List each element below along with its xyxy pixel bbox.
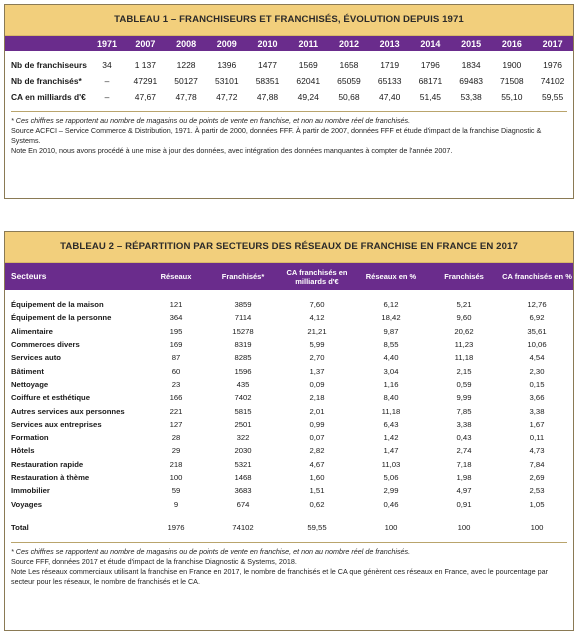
table-cell: 47291 — [133, 76, 158, 86]
table-1-header-row — [5, 36, 573, 51]
table-cell: 69483 — [459, 76, 483, 86]
column-header: CA franchisés en milliards d'€ — [279, 263, 355, 290]
total-label: Total — [11, 522, 29, 532]
table-cell: 0,99 — [309, 419, 325, 429]
total-cell: 100 — [384, 522, 398, 532]
table-2 — [5, 263, 573, 536]
table-2-panel — [4, 231, 574, 631]
total-cell: 1976 — [167, 522, 185, 532]
table-cell: 221 — [169, 406, 183, 416]
table-cell: 4,40 — [383, 353, 399, 363]
sector-label: Commerces divers — [11, 340, 80, 350]
table-cell: 1477 — [258, 60, 277, 70]
table-cell: 364 — [169, 313, 183, 323]
table-cell: 9 — [173, 499, 179, 509]
column-header: Franchisés* — [207, 263, 279, 290]
table-cell: 2,74 — [456, 446, 472, 456]
spacer-row — [5, 511, 573, 519]
table-cell: 87 — [171, 353, 181, 363]
table-cell: 5,99 — [309, 340, 325, 350]
sector-label: Bâtiment — [11, 366, 44, 376]
sector-label: Immobilier — [11, 486, 50, 496]
table-cell: 7402 — [234, 393, 252, 403]
table-2-row — [5, 325, 573, 338]
table-cell: 1,60 — [309, 473, 325, 482]
table-cell: 59,55 — [541, 92, 564, 102]
year-header: 2007 — [125, 36, 166, 51]
sector-label: Équipement de la personne — [11, 313, 112, 323]
table-cell: 74102 — [540, 76, 565, 86]
table-2-row — [5, 458, 573, 471]
table-cell: 1596 — [234, 366, 252, 376]
table-cell: 1976 — [543, 60, 563, 70]
table-cell: 8,55 — [383, 340, 399, 350]
table-cell: 58351 — [255, 76, 280, 86]
sector-label: Autres services aux personnes — [11, 406, 125, 416]
table-cell: 11,18 — [454, 353, 474, 363]
table-cell: 1,67 — [529, 419, 545, 429]
table-cell: 18,42 — [381, 313, 401, 323]
table-cell: 6,92 — [529, 313, 545, 323]
table-cell: 49,24 — [297, 92, 319, 102]
table-cell: 2501 — [234, 419, 252, 429]
table-cell: 127 — [169, 419, 183, 429]
table-cell: 51,45 — [419, 92, 442, 102]
table-cell: 23 — [171, 379, 181, 389]
table-cell: 7114 — [234, 313, 252, 323]
table-2-header-row — [5, 263, 573, 290]
table-2-notes — [5, 547, 573, 587]
table-cell: 8,40 — [383, 393, 399, 403]
table-cell: 47,78 — [175, 92, 197, 102]
table-cell: 11,03 — [381, 459, 401, 469]
table-cell: 1228 — [176, 60, 196, 70]
sector-label: Services auto — [11, 353, 61, 363]
table-cell: 6,43 — [383, 419, 399, 429]
table-1-title: TABLEAU 1 – FRANCHISEURS ET FRANCHISÉS, ÉVOLUTION DEPUIS 1971 — [5, 5, 573, 36]
table-cell: 47,88 — [256, 92, 279, 102]
table-cell: 218 — [169, 459, 183, 469]
year-header: 2016 — [491, 36, 532, 51]
table-1-panel — [4, 4, 574, 199]
sector-label: Services aux entreprises — [11, 419, 102, 429]
table-cell: 55,10 — [501, 92, 523, 102]
column-header: CA franchisés en % — [501, 263, 573, 290]
table-2-row — [5, 311, 573, 324]
total-row — [5, 519, 573, 536]
table-cell: 169 — [169, 340, 183, 350]
table-1-notes — [5, 116, 573, 156]
table-cell: 166 — [169, 393, 183, 403]
table-cell: 1,98 — [456, 473, 472, 482]
table-cell: 195 — [169, 326, 183, 336]
table-cell: 34 — [102, 60, 112, 70]
column-header: Franchisés — [427, 263, 501, 290]
table-cell: 0,91 — [456, 499, 472, 509]
table-cell: 2,18 — [309, 393, 325, 403]
table-cell: 53101 — [214, 76, 239, 86]
table-2-row — [5, 431, 573, 444]
table-cell: 62041 — [296, 76, 321, 86]
table-cell: 1,51 — [309, 486, 325, 496]
table-cell: 5815 — [234, 406, 252, 416]
table-1-corner — [5, 36, 89, 51]
table-cell: 1719 — [380, 60, 400, 70]
table-2-note: Note Les réseaux commerciaux utilisant la franchise en France en 2017, le nombre de franchisés et le CA que génèrent ces réseaux en France, avec le pourcentage par secteur pour les réseaux, le nombre de franchisés et le CA. — [11, 566, 548, 586]
year-header: 2015 — [451, 36, 492, 51]
total-cell: 74102 — [232, 522, 254, 532]
table-cell: 0,59 — [456, 379, 472, 389]
table-cell: 2,15 — [456, 366, 472, 376]
spacer-row — [5, 290, 573, 298]
total-cell: 59,55 — [307, 522, 327, 532]
table-cell: 1 137 — [134, 60, 156, 70]
sector-label: Hôtels — [11, 446, 35, 456]
table-cell: 2,01 — [309, 406, 325, 416]
row-label: CA en milliards d'€ — [11, 92, 86, 102]
column-header: Réseaux — [145, 263, 207, 290]
table-cell: 1,37 — [309, 366, 325, 376]
table-cell: 2030 — [234, 446, 252, 456]
table-cell: 1,47 — [383, 446, 399, 456]
table-cell: 0,09 — [309, 379, 325, 389]
table-cell: 4,73 — [529, 446, 545, 456]
table-cell: 121 — [169, 300, 183, 310]
table-cell: 7,60 — [309, 300, 325, 310]
table-cell: 322 — [236, 433, 250, 443]
table-cell: 1900 — [502, 60, 522, 70]
sector-label: Coiffure et esthétique — [11, 393, 91, 403]
row-label: Nb de franchisés* — [11, 76, 82, 86]
table-cell: 35,61 — [527, 326, 547, 336]
table-cell: 47,67 — [134, 92, 156, 102]
table-cell: 1569 — [298, 60, 318, 70]
total-cell: 100 — [530, 522, 544, 532]
table-cell: 5,21 — [456, 300, 472, 310]
table-2-row — [5, 298, 573, 311]
table-cell: 4,97 — [456, 486, 472, 496]
table-cell: 71508 — [500, 76, 524, 86]
table-cell: 15278 — [232, 326, 254, 336]
table-2-row — [5, 471, 573, 484]
table-cell: 28 — [171, 433, 181, 443]
table-cell: 53,38 — [460, 92, 482, 102]
table-cell: 4,67 — [309, 459, 325, 469]
table-cell: 2,70 — [309, 353, 325, 363]
table-2-row — [5, 364, 573, 377]
table-2-row — [5, 404, 573, 417]
table-cell: 47,72 — [216, 92, 238, 102]
table-cell: 1,42 — [383, 433, 399, 443]
table-2-row — [5, 497, 573, 510]
table-2-row — [5, 484, 573, 497]
total-cell: 100 — [457, 522, 471, 532]
table-cell: 100 — [169, 473, 183, 482]
sector-label: Alimentaire — [11, 326, 53, 336]
table-cell: 1,16 — [383, 379, 399, 389]
table-cell: 1396 — [217, 60, 237, 70]
table-cell: 1834 — [461, 60, 481, 70]
divider — [11, 542, 567, 543]
table-cell: 20,62 — [454, 326, 474, 336]
table-1-row — [5, 73, 573, 89]
table-cell: 21,21 — [307, 326, 327, 336]
table-cell: 3683 — [234, 486, 252, 496]
table-cell: 3,38 — [529, 406, 545, 416]
table-cell: 50,68 — [338, 92, 360, 102]
table-cell: 3,38 — [456, 419, 472, 429]
table-cell: 3859 — [234, 300, 252, 310]
sector-label: Équipement de la maison — [11, 300, 104, 310]
table-cell: 5,06 — [383, 473, 399, 482]
year-header: 2017 — [532, 36, 573, 51]
year-header: 2008 — [166, 36, 207, 51]
table-cell: 29 — [171, 446, 181, 456]
table-2-row — [5, 351, 573, 364]
table-cell: 8285 — [234, 353, 252, 363]
table-cell: 9,99 — [456, 393, 472, 403]
table-cell: 674 — [236, 499, 250, 509]
table-2-row — [5, 378, 573, 391]
spacer — [5, 290, 573, 298]
table-cell: 0,43 — [456, 433, 472, 443]
table-cell: 7,85 — [456, 406, 472, 416]
table-1-row — [5, 51, 573, 73]
table-cell: 47,40 — [379, 92, 401, 102]
sector-label: Restauration à thème — [11, 473, 90, 482]
table-2-source: Source FFF, données 2017 et étude d'impact de la franchise Diagnostic & Systems, 2018. — [11, 556, 297, 566]
spacer — [5, 511, 573, 519]
table-cell: 11,18 — [381, 406, 401, 416]
table-cell: 7,84 — [529, 459, 545, 469]
table-cell: 9,87 — [383, 326, 399, 336]
table-cell: 4,54 — [529, 353, 545, 363]
table-2-row — [5, 391, 573, 404]
year-header: 2009 — [206, 36, 247, 51]
table-1-note: Note En 2010, nous avons procédé à une mise à jour des données, avec intégration des données manquantes à compter de l'année 2007. — [11, 146, 453, 155]
table-cell: 0,11 — [529, 433, 545, 443]
table-cell: 8319 — [234, 340, 252, 350]
year-header: 1971 — [89, 36, 125, 51]
table-cell: – — [104, 92, 110, 102]
table-1-footnote: * Ces chiffres se rapportent au nombre de magasins ou de points de vente en franchise, et non au nombre réel de franchisés. — [11, 116, 411, 125]
table-cell: 1468 — [234, 473, 252, 482]
table-2-row — [5, 338, 573, 351]
table-1-row — [5, 89, 573, 105]
year-header: 2013 — [369, 36, 410, 51]
year-header: 2012 — [329, 36, 370, 51]
table-cell: 4,12 — [309, 313, 325, 323]
table-cell: 1658 — [339, 60, 359, 70]
year-header: 2010 — [247, 36, 288, 51]
table-cell: 65059 — [337, 76, 361, 86]
table-cell: – — [104, 76, 110, 86]
table-cell: 3,04 — [383, 366, 399, 376]
sector-label: Nettoyage — [11, 379, 49, 389]
table-cell: 12,76 — [527, 300, 547, 310]
table-cell: 3,66 — [529, 393, 545, 403]
table-cell: 68171 — [418, 76, 443, 86]
table-cell: 5321 — [234, 459, 252, 469]
table-cell: 65133 — [377, 76, 402, 86]
table-cell: 59 — [171, 486, 181, 496]
column-header: Secteurs — [5, 263, 145, 290]
row-label: Nb de franchiseurs — [11, 60, 87, 70]
year-header: 2011 — [288, 36, 329, 51]
year-header: 2014 — [410, 36, 451, 51]
table-cell: 9,60 — [456, 313, 472, 323]
table-2-row — [5, 444, 573, 457]
table-1 — [5, 36, 573, 105]
table-cell: 2,30 — [529, 366, 545, 376]
sector-label: Restauration rapide — [11, 459, 84, 469]
table-cell: 435 — [236, 379, 250, 389]
table-1-source: Source ACFCI – Service Commerce & Distribution, 1971. À partir de 2000, données FFF. À partir de 2007, données FFF et étude d'impact de la franchise Diagnostic & Systems. — [11, 126, 542, 145]
table-cell: 7,18 — [456, 459, 472, 469]
table-2-footnote: * Ces chiffres se rapportent au nombre de magasins ou de points de vente en franchise, et non au nombre réel de franchisés. — [11, 546, 411, 556]
table-cell: 0,07 — [309, 433, 325, 443]
column-header: Réseaux en % — [355, 263, 427, 290]
table-cell: 50127 — [174, 76, 198, 86]
table-2-title: TABLEAU 2 – RÉPARTITION PAR SECTEURS DES RÉSEAUX DE FRANCHISE EN FRANCE EN 2017 — [5, 232, 573, 263]
table-cell: 1796 — [420, 60, 440, 70]
sector-label: Voyages — [11, 499, 43, 509]
table-cell: 10,06 — [527, 340, 547, 350]
table-cell: 11,23 — [454, 340, 474, 350]
table-cell: 2,82 — [309, 446, 325, 456]
table-cell: 1,05 — [529, 499, 545, 509]
table-2-row — [5, 418, 573, 431]
table-cell: 0,15 — [529, 379, 545, 389]
table-cell: 2,99 — [383, 486, 399, 496]
table-cell: 2,69 — [529, 473, 545, 482]
sector-label: Formation — [11, 433, 49, 443]
table-cell: 0,46 — [383, 499, 399, 509]
table-cell: 0,62 — [309, 499, 325, 509]
divider — [11, 111, 567, 112]
table-cell: 60 — [171, 366, 181, 376]
table-cell: 2,53 — [529, 486, 545, 496]
table-cell: 6,12 — [383, 300, 399, 310]
